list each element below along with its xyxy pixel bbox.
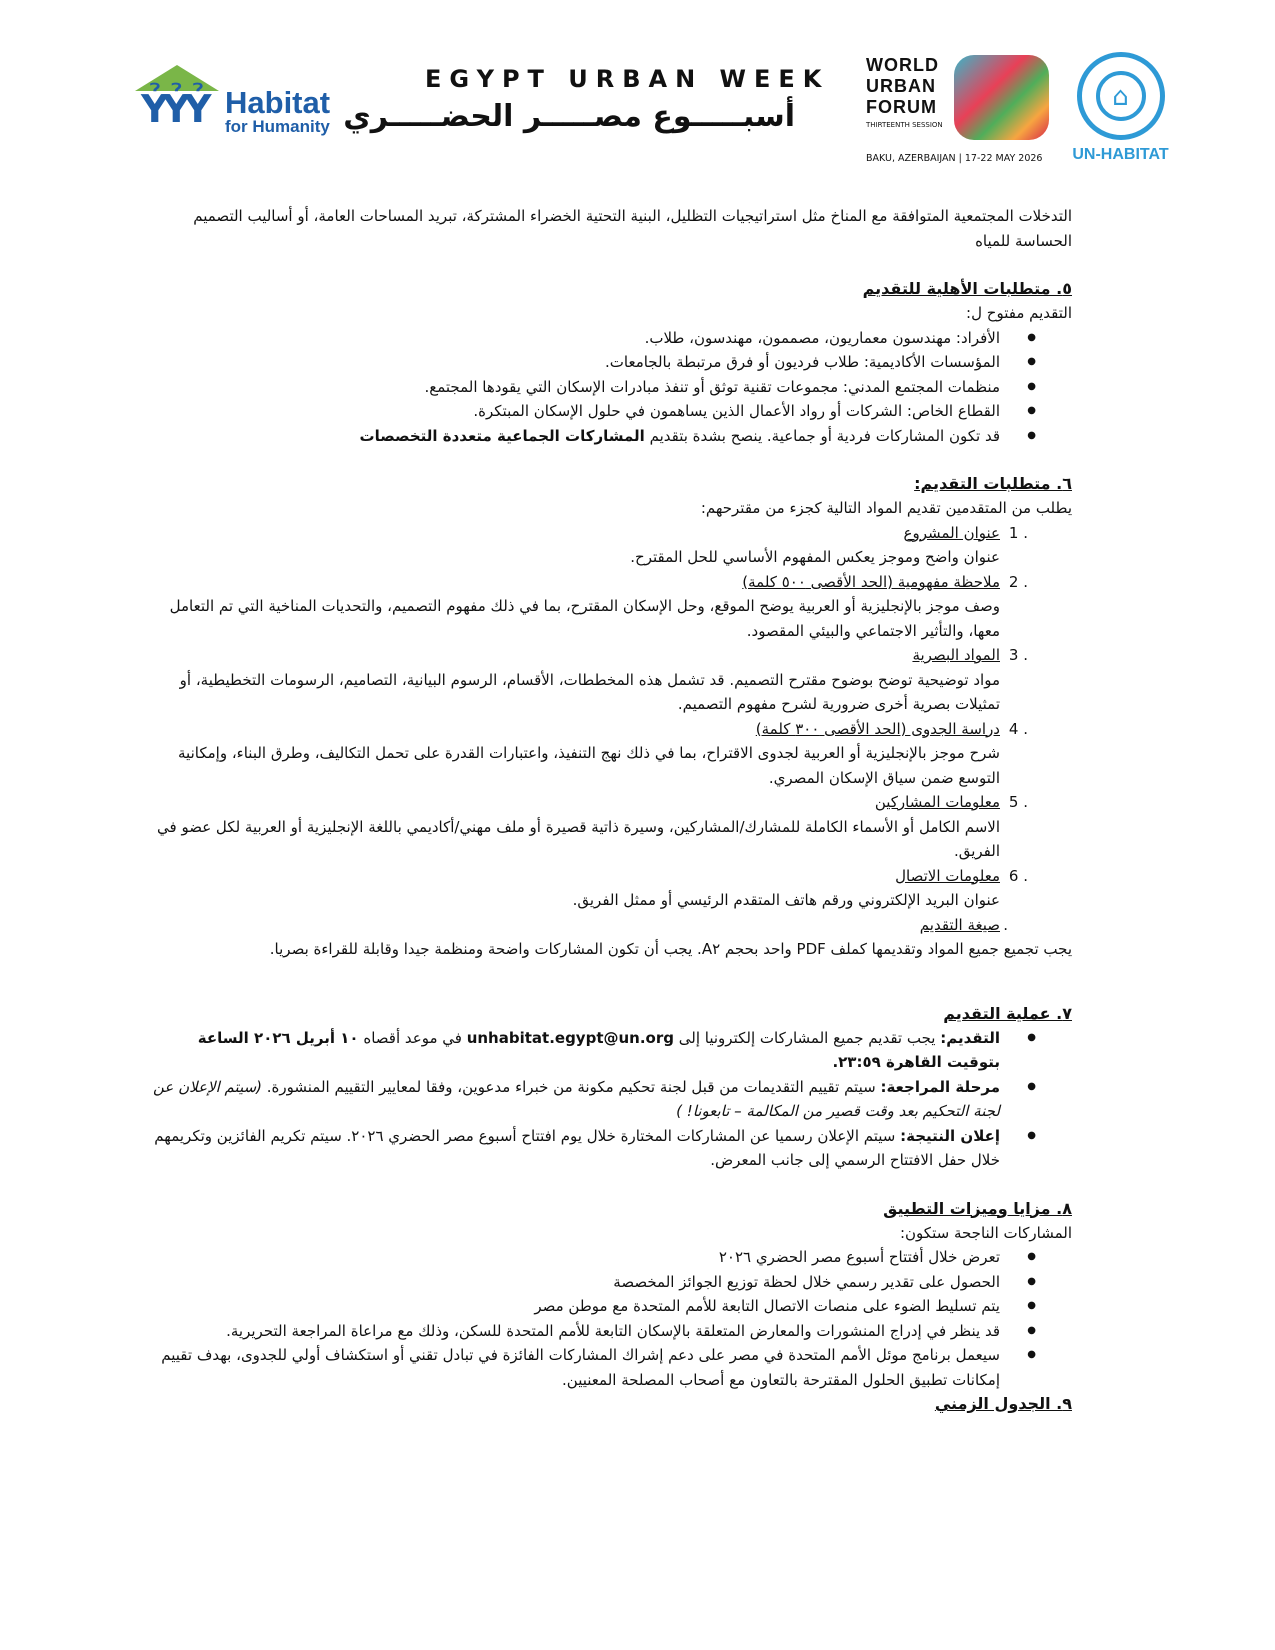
un-habitat-label: UN-HABITAT (1072, 146, 1169, 163)
text: في موعد أقصاه (358, 1028, 467, 1047)
section-5-lead: التقديم مفتوح ل: (966, 304, 1072, 322)
egypt-urban-week-logo (343, 65, 830, 134)
item-label: المواد البصرية (912, 646, 1000, 664)
section-6 (150, 472, 1072, 962)
world-urban-forum-logo (866, 55, 1051, 175)
requirement-item (150, 521, 1072, 546)
item-description: الاسم الكامل أو الأسماء الكاملة للمشارك/المشاركين، وسيرة ذاتية قصيرة أو ملف مهني/أكاديمي باللغة الإنجليزية أو العربية لكل عضو في الفريق. (157, 817, 1000, 860)
format-item: . صيغة التقديم (919, 915, 1008, 934)
wuf-line2: URBAN (866, 76, 936, 96)
requirement-item (150, 790, 1072, 815)
item-number: 6 . (1008, 866, 1028, 885)
list-item: ● تعرض خلال أفتتاح أسبوع مصر الحضري ٢٠٢٦ (150, 1245, 1072, 1270)
wuf-location: BAKU, AZERBAIJAN | 17-22 MAY 2026 (866, 153, 1043, 164)
wuf-line3: FORUM (866, 97, 937, 117)
item-number: 4 . (1008, 719, 1028, 738)
item-description: عنوان البريد الإلكتروني ورقم هاتف المتقدم الرئيسي أو ممثل الفريق. (572, 891, 1000, 909)
format-description: يجب تجميع جميع المواد وتقديمها كملف PDF واحد بحجم A٢. يجب أن تكون المشاركات واضحة ومنظمة جيدا وقابلة للقراءة بصريا. (269, 940, 1072, 958)
section-5 (150, 277, 1072, 448)
egypt-urban-week-en: EGYPT URBAN WEEK (425, 65, 830, 93)
item-label: معلومات المشاركين (874, 793, 1000, 811)
item-description: عنوان واضح وموجز يعكس المفهوم الأساسي للحل المقترح. (630, 548, 1000, 566)
un-habitat-logo (1068, 52, 1173, 167)
item-label: ملاحظة مفهومية (الحد الأقصى ٥٠٠ كلمة) (742, 572, 1000, 591)
egypt-urban-week-ar: أسبـــــوع مصـــــر الحضـــــري (343, 99, 795, 134)
item-label: عنوان المشروع (903, 523, 1000, 542)
item-description: وصف موجز بالإنجليزية أو العربية يوضح الموقع، وحل الإسكان المقترح، بما في ذلك مفهوم التصميم، والتحديات المناخية التي تم التعامل معها، والتأثير الاجتماعي والبيئي المقصود. (169, 597, 1000, 640)
email-link[interactable]: unhabitat.egypt@un.org (466, 1028, 674, 1047)
item-label: دراسة الجدوى (الحد الأقصى ٣٠٠ كلمة) (755, 719, 1000, 738)
list-item: ● قد ينظر في إدراج المنشورات والمعارض المتعلقة بالإسكان التابعة للأمم المتحدة للسكن، وذلك مع مراعاة المراجعة التحريرية. (150, 1319, 1072, 1344)
item-description: مواد توضيحية توضح بوضوح مقترح التصميم. قد تشمل هذه المخططات، الأقسام، الرسوم البيانية، التصاميم، الرسومات التخطيطية، أو تمثيلات بصرية أخرى ضرورية لشرح مفهوم التصميم. (179, 670, 1000, 713)
requirement-item (150, 864, 1072, 889)
list-item (150, 424, 1072, 449)
section-5-title: ٥. متطلبات الأهلية للتقديم (862, 279, 1072, 298)
section-7 (150, 1002, 1072, 1173)
list-item: ● منظمات المجتمع المدني: مجموعات تقنية توثق أو تنفذ مبادرات الإسكان التي يقودها المجتمع. (150, 375, 1072, 400)
wuf-session: THIRTEENTH SESSION (866, 121, 943, 129)
list-item: ● الأفراد: مهندسون معماريون، مصممون، مهندسون، طلاب. (150, 326, 1072, 351)
habitat-for-humanity-logo (135, 65, 345, 140)
people-figures-icon: ỶỶỶ (141, 87, 206, 131)
bold-text: التقديم: (940, 1028, 1000, 1047)
list-item: ● سيعمل برنامج موئل الأمم المتحدة في مصر على دعم إشراك المشاركات الفائزة في تبادل تقني أو استكشاف أولي للجدوى، بهدف تقييم إمكانات تطبيق الحلول المقترحة بالتعاون مع أصحاب المصلحة المعنيين. (150, 1343, 1072, 1392)
requirement-item (150, 570, 1072, 595)
bold-text: المشاركات الجماعية متعددة التخصصات (359, 426, 645, 445)
text: سيتم تقييم التقديمات من قبل لجنة تحكيم مكونة من خبراء مدعوين، وفقا لمعايير التقييم المنشورة. (262, 1077, 881, 1096)
un-emblem-icon: ⌂ (1077, 52, 1165, 140)
section-8 (150, 1197, 1072, 1417)
wuf-line1: WORLD (866, 55, 939, 75)
item-number: 2 . (1008, 572, 1028, 591)
text: قد تكون المشاركات فردية أو جماعية. ينصح بشدة بتقديم (644, 426, 1000, 445)
section-6-lead: يطلب من المتقدمين تقديم المواد التالية كجزء من مقترحهم: (700, 499, 1072, 517)
habitat-logo-text: Habitat (225, 85, 331, 120)
text: يجب تقديم جميع المشاركات إلكترونيا إلى (674, 1028, 941, 1047)
list-item: ● القطاع الخاص: الشركات أو رواد الأعمال الذين يساهمون في حلول الإسكان المبتكرة. (150, 399, 1072, 424)
item-description: شرح موجز بالإنجليزية أو العربية لجدوى الاقتراح، بما في ذلك نهج التنفيذ، واعتبارات القدرة على تحمل التكاليف، وطرق البناء، وإمكانية التوسع ضمن سياق الإسكان المصري. (178, 744, 1000, 787)
wuf-artwork-icon (954, 55, 1049, 140)
bold-text: إعلان النتيجة: (900, 1126, 1000, 1145)
section-7-title: ٧. عملية التقديم (943, 1003, 1072, 1023)
item-number: 3 . (1008, 646, 1028, 664)
section-9-title: ٩. الجدول الزمني (934, 1394, 1072, 1413)
benefits-list (150, 1245, 1072, 1392)
requirement-item (150, 643, 1072, 668)
italic-note: (سيتم الإعلان عن لجنة التحكيم بعد وقت قصير من المكالمة – تابعونا! ) (153, 1077, 1000, 1120)
bold-text: مرحلة المراجعة: (880, 1077, 1000, 1096)
text: سيتم الإعلان رسميا عن المشاركات المختارة خلال يوم افتتاح أسبوع مصر الحضري ٢٠٢٦. سيتم تكريم الفائزين وتكريمهم خلال حفل الافتتاح الرسمي إلى جانب المعرض. (154, 1126, 1000, 1169)
list-item: ● يتم تسليط الضوء على منصات الاتصال التابعة للأمم المتحدة مع موطن مصر (150, 1294, 1072, 1319)
list-item: ● المؤسسات الأكاديمية: طلاب فرديون أو فرق مرتبطة بالجامعات. (150, 350, 1072, 375)
requirement-item (150, 717, 1072, 742)
section-8-title: ٨. مزايا وميزات التطبيق (883, 1198, 1072, 1218)
format-label: صيغة التقديم (919, 915, 1000, 934)
document-body (150, 204, 1072, 1416)
eligibility-list (150, 326, 1072, 449)
page-header (0, 40, 1275, 170)
section-6-title: ٦. متطلبات التقديم: (914, 474, 1072, 493)
process-list (150, 1026, 1072, 1173)
list-item (150, 1075, 1072, 1124)
item-number: 1 . (1008, 523, 1028, 542)
list-item: ● الحصول على تقدير رسمي خلال لحظة توزيع الجوائز المخصصة (150, 1270, 1072, 1295)
habitat-logo-subtext: for Humanity (225, 117, 330, 136)
list-item (150, 1026, 1072, 1075)
intro-paragraph: التدخلات المجتمعية المتوافقة مع المناخ مثل استراتيجيات التظليل، البنية التحتية الخضراء المشتركة، تبريد المساحات العامة، أو أساليب التصميم الحساسة للمياه (193, 207, 1072, 250)
item-number: 5 . (1008, 793, 1028, 811)
section-8-lead: المشاركات الناجحة ستكون: (899, 1223, 1072, 1242)
item-label: معلومات الاتصال (895, 866, 1000, 885)
list-item (150, 1124, 1072, 1173)
deadline: ١٠ أبريل ٢٠٢٦ الساعة بتوقيت القاهرة ٢٣:٥٩. (197, 1028, 1000, 1071)
